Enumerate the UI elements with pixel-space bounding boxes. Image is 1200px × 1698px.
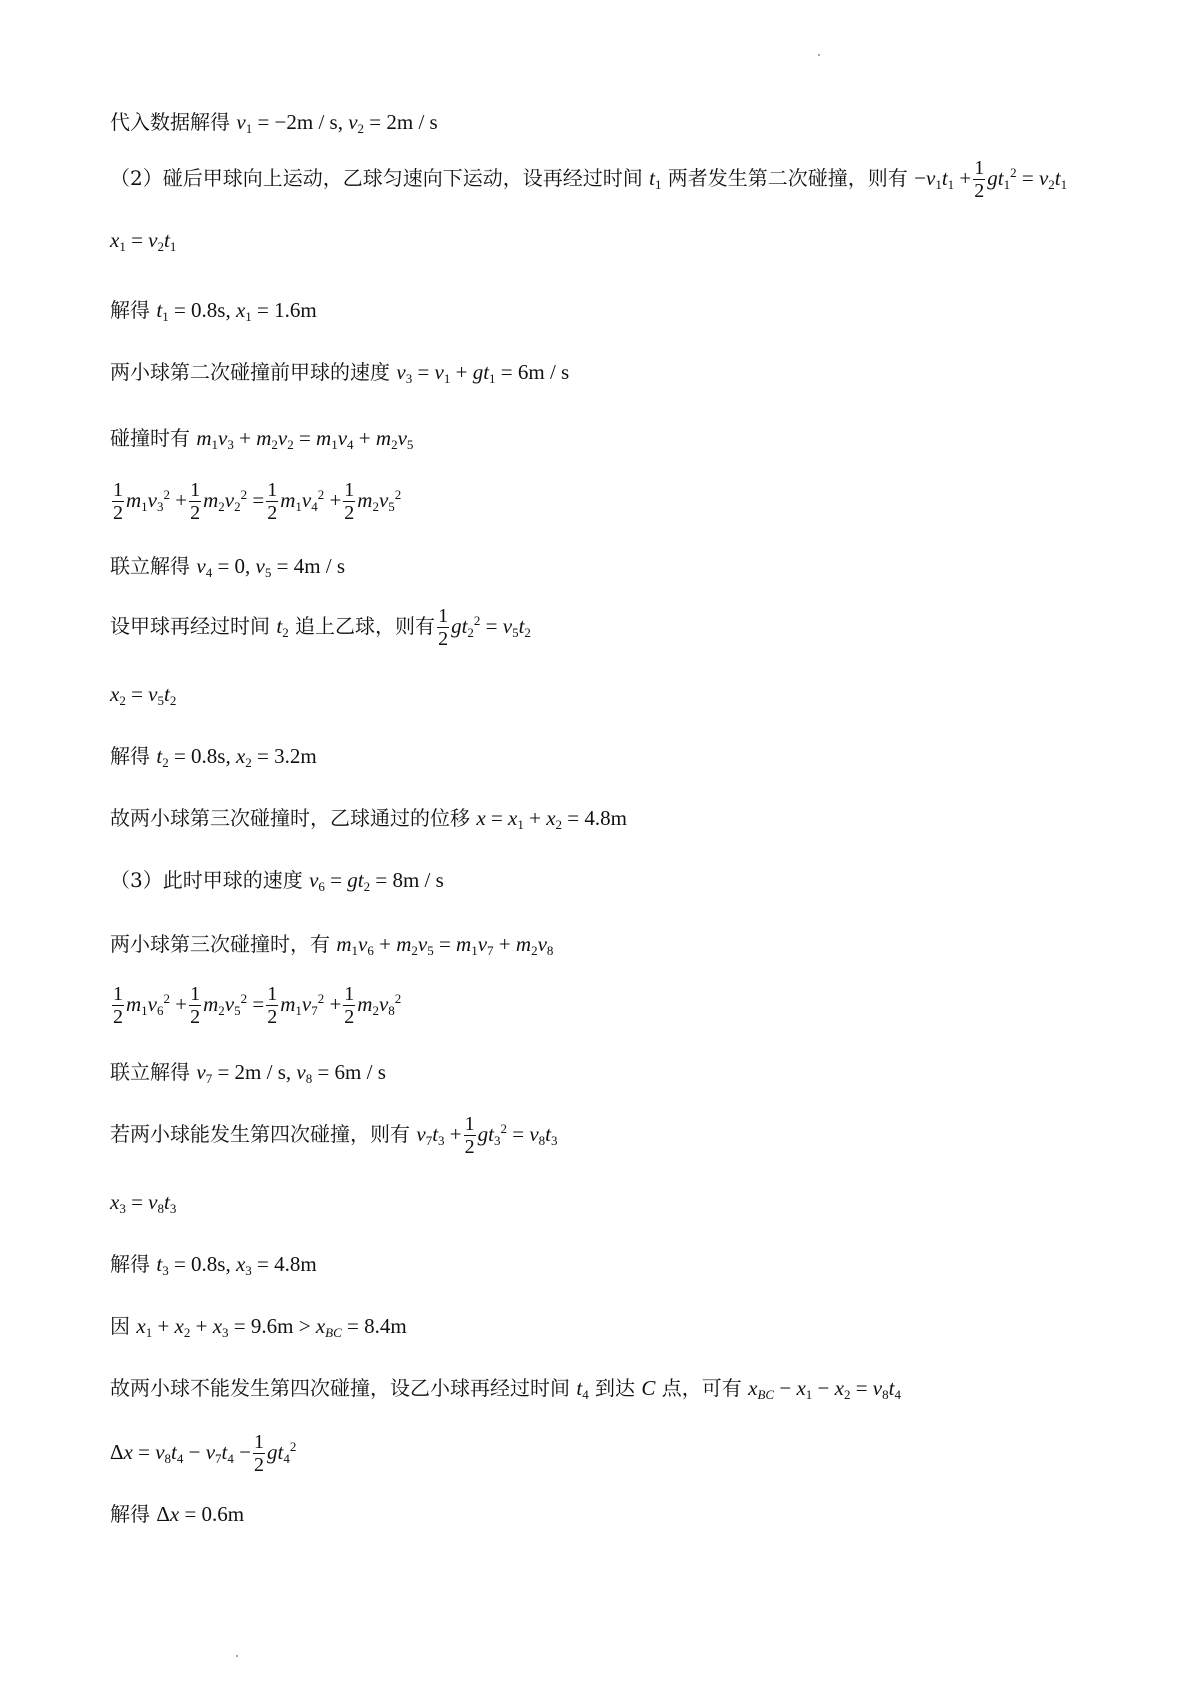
line-16: 联立解得 $v_7 = 2m / s$, $v_8 = 6m / s$	[110, 1060, 386, 1086]
line-7: $\frac{1}{2}$ $m_1v_3^2$ + $\frac{1}{2}$ $m_2v_2^2$ = $\frac{1}{2}$ $m_1v_4^2$ + $\frac{1}{2}$ $m_2v_5^2$	[113, 479, 402, 524]
line-21: 故两小球不能发生第四次碰撞，设乙小球再经过时间 $t_4$ 到达 C 点，可有 $x_{BC} - x_1 - x_2 = v_8t_4$	[110, 1376, 901, 1402]
line-18: $x_3 = v_8t_3$	[110, 1190, 177, 1216]
line-20: 因 $x_1 + x_2 + x_3 = 9.6m > x_{BC} = 8.4m$	[110, 1314, 407, 1340]
line-22: $\Delta x = v_8t_4 - v_7t_4$ − $\frac{1}{2}$ $gt_4^2$	[110, 1431, 297, 1476]
line-2: （2）碰后甲球向上运动，乙球匀速向下运动，设再经过时间 $t_1$ 两者发生第二次碰撞，则有 $-v_1t_1$ + $\frac{1}{2}$ $gt_1^2 = v_2t_1$	[110, 157, 1068, 202]
line-13: （3）此时甲球的速度 $v_6 = gt_2 = 8m / s$	[110, 868, 444, 894]
line-3: $x_1 = v_2t_1$	[110, 228, 177, 254]
line-1: 代入数据解得 $v_1 = -2m / s$, $v_2 = 2m / s$	[110, 110, 438, 136]
plain-text-lines	[0, 0, 1, 1]
line-4: 解得 $t_1 = 0.8s$, $x_1 = 1.6m$	[110, 298, 317, 324]
scan-speck	[818, 54, 820, 56]
line-5: 两小球第二次碰撞前甲球的速度 $v_3 = v_1 + gt_1 = 6m / s$	[110, 360, 570, 386]
line-10: $x_2 = v_5t_2$	[110, 682, 177, 708]
line-8: 联立解得 $v_4 = 0$, $v_5 = 4m / s$	[110, 554, 346, 580]
line-23: 解得 Δx = 0.6m	[110, 1502, 245, 1526]
line-9: 设甲球再经过时间 $t_2$ 追上乙球，则有 $\frac{1}{2}$ $gt_2^2 = v_5t_2$	[110, 605, 531, 650]
line-15: $\frac{1}{2}$ $m_1v_6^2$ + $\frac{1}{2}$ $m_2v_5^2$ = $\frac{1}{2}$ $m_1v_7^2$ + $\frac{1}{2}$ $m_2v_8^2$	[113, 983, 402, 1028]
line-19: 解得 $t_3 = 0.8s$, $x_3 = 4.8m$	[110, 1252, 317, 1278]
line-11: 解得 $t_2 = 0.8s$, $x_2 = 3.2m$	[110, 744, 317, 770]
line-14: 两小球第三次碰撞时，有 $m_1v_6 + m_2v_5 = m_1v_7 + m_2v_8$	[110, 932, 554, 958]
scan-speck	[236, 1655, 238, 1657]
line-17: 若两小球能发生第四次碰撞，则有 $v_7t_3$ + $\frac{1}{2}$ $gt_3^2 = v_8t_3$	[110, 1113, 558, 1158]
line-6: 碰撞时有 $m_1v_3 + m_2v_2 = m_1v_4 + m_2v_5$	[110, 426, 414, 452]
line-12: 故两小球第三次碰撞时，乙球通过的位移 $x = x_1 + x_2 = 4.8m$	[110, 806, 627, 832]
